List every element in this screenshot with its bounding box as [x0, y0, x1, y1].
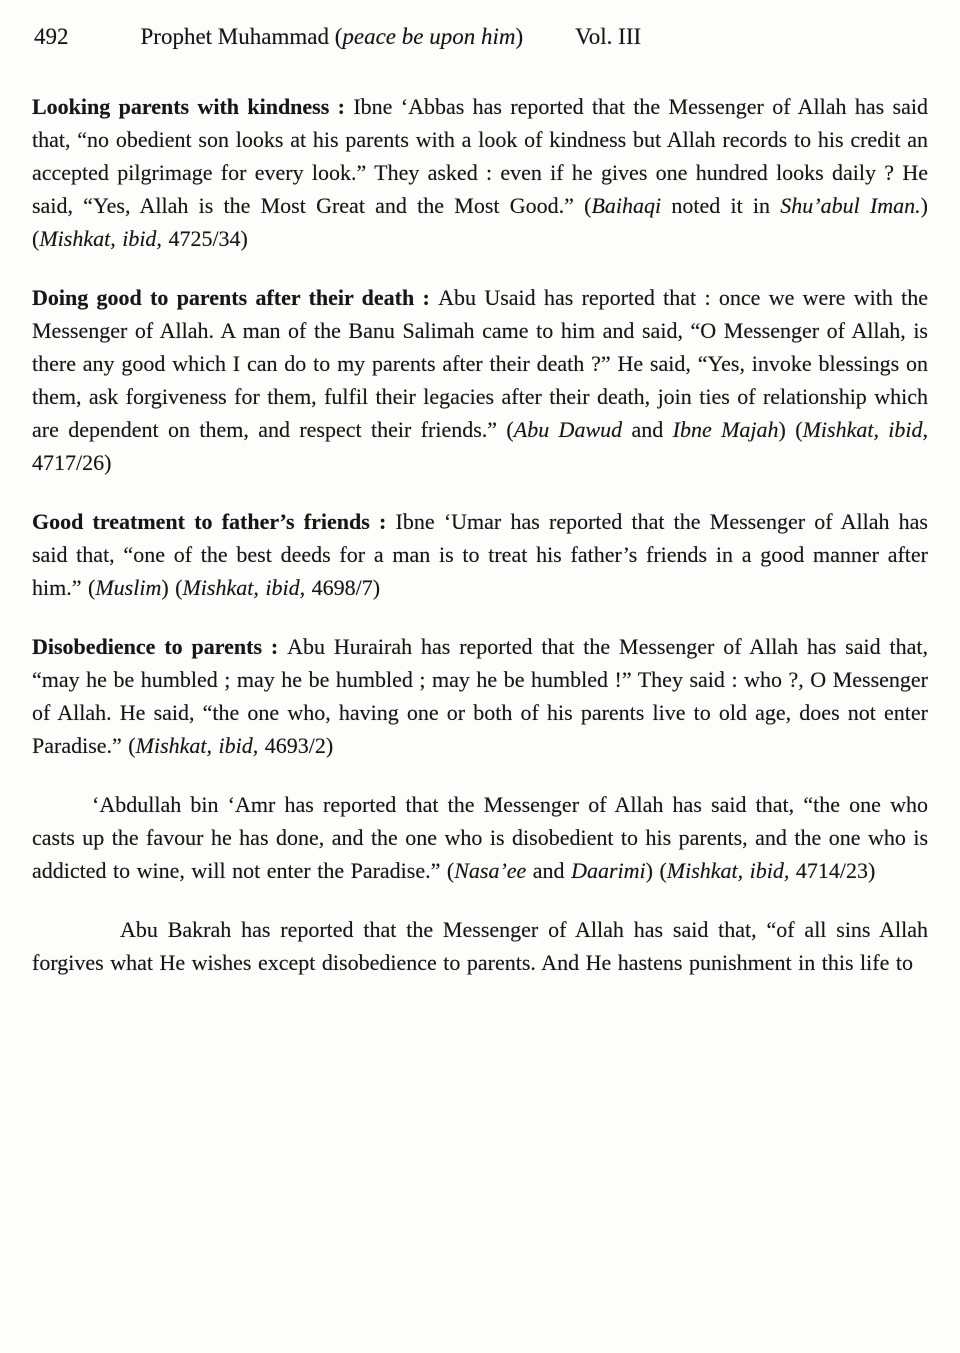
text-segment: Mishkat, ibid,: [666, 858, 790, 883]
text-segment: and: [622, 417, 673, 442]
paragraph-good-treatment-to-fathers-friends: [32, 505, 928, 604]
text-segment: ) (: [161, 575, 183, 600]
text-segment: peace be upon him: [342, 24, 516, 49]
text-segment: and: [526, 858, 572, 883]
text-segment: Baihaqi: [591, 193, 662, 218]
page-title: [141, 24, 524, 50]
text-segment: Abu Usaid has reported that : once we were with the Messenger of Allah. A man of the Banu Salimah came to him and said, “O Messenger of Allah, is there any good which I can do to my parents after their death ?” He said, “Yes, invoke blessings on them, ask forgiveness for them, fulfil their legacies after their death, join ties of relationship which are dependent on them, and respect their friends.” (: [32, 285, 928, 442]
text-segment: Good treatment to father’s friends :: [32, 509, 396, 534]
text-segment: Ibne ‘Umar has reported that the Messenger of Allah has said that, “one of the best deeds for a man is to treat his father’s friends in a good manner after him.” (: [32, 509, 928, 600]
text-segment: Mishkat, ibid,: [802, 417, 929, 442]
text-segment: Abu Hurairah has reported that the Messenger of Allah has said that, “may he be humbled ; may he be humbled ; may he be humbled !” They said : who ?, O Messenger of Allah. He said, “the one who, having one or both of his parents live to old age, does not enter Paradise.” (: [32, 634, 928, 758]
text-segment: ): [515, 24, 524, 49]
paragraph-abdullah-bin-amr-report: [32, 788, 928, 887]
text-segment: ) (: [778, 417, 803, 442]
text-segment: Ibne ‘Abbas has reported that the Messenger of Allah has said that, “no obedient son looks at his parents with a look of kindness but Allah records to his credit an accepted pilgrimage for every look.” They asked : even if he gives one hundred looks daily ? He said, “Yes, Allah is the Most Great and the Most Good.” (: [32, 94, 928, 218]
text-segment: Abu Dawud: [513, 417, 623, 442]
text-segment: ) (: [32, 193, 928, 251]
text-segment: Doing good to parents after their death :: [32, 285, 439, 310]
text-segment: Ibne Majah: [672, 417, 779, 442]
text-segment: Shu’abul Iman.: [780, 193, 921, 218]
text-segment: Looking parents with kindness :: [32, 94, 354, 119]
text-segment: 4698/7): [305, 575, 381, 600]
text-segment: Disobedience to parents :: [32, 634, 288, 659]
page-number: 492: [34, 24, 69, 49]
paragraph-looking-parents-with-kindness: [32, 90, 928, 255]
text-segment: Muslim: [95, 575, 162, 600]
text-segment: Mishkat, ibid,: [39, 226, 162, 251]
text-segment: Abu Bakrah has reported that the Messenger of Allah has said that, “of all sins Allah forgives what He wishes except disobedience to parents. And He hastens punishment in this life to: [32, 917, 928, 975]
text-segment: 4693/2): [258, 733, 334, 758]
text-segment: Nasa’ee: [454, 858, 527, 883]
paragraph-disobedience-to-parents: [32, 630, 928, 762]
text-segment: 4717/26): [32, 450, 112, 475]
paragraph-abu-bakrah-report: [32, 913, 928, 979]
text-segment: ) (: [645, 858, 667, 883]
text-segment: 4725/34): [161, 226, 248, 251]
text-segment: Prophet Muhammad (: [140, 24, 343, 49]
text-segment: 4714/23): [789, 858, 876, 883]
text-segment: Daarimi: [571, 858, 646, 883]
text-segment: noted it in: [661, 193, 781, 218]
page-header: [32, 24, 928, 50]
text-segment: Mishkat, ibid,: [135, 733, 259, 758]
paragraph-doing-good-to-parents-after-their-death: [32, 281, 928, 479]
volume-label: Vol. III: [575, 24, 642, 49]
text-segment: Mishkat, ibid,: [182, 575, 306, 600]
text-segment: ‘Abdullah bin ‘Amr has reported that the Messenger of Allah has said that, “the one who casts up the favour he has done, and the one who is disobedient to his parents, and the one who is addicted to wine, will not enter the Paradise.” (: [32, 792, 928, 883]
page-body: [32, 90, 928, 979]
